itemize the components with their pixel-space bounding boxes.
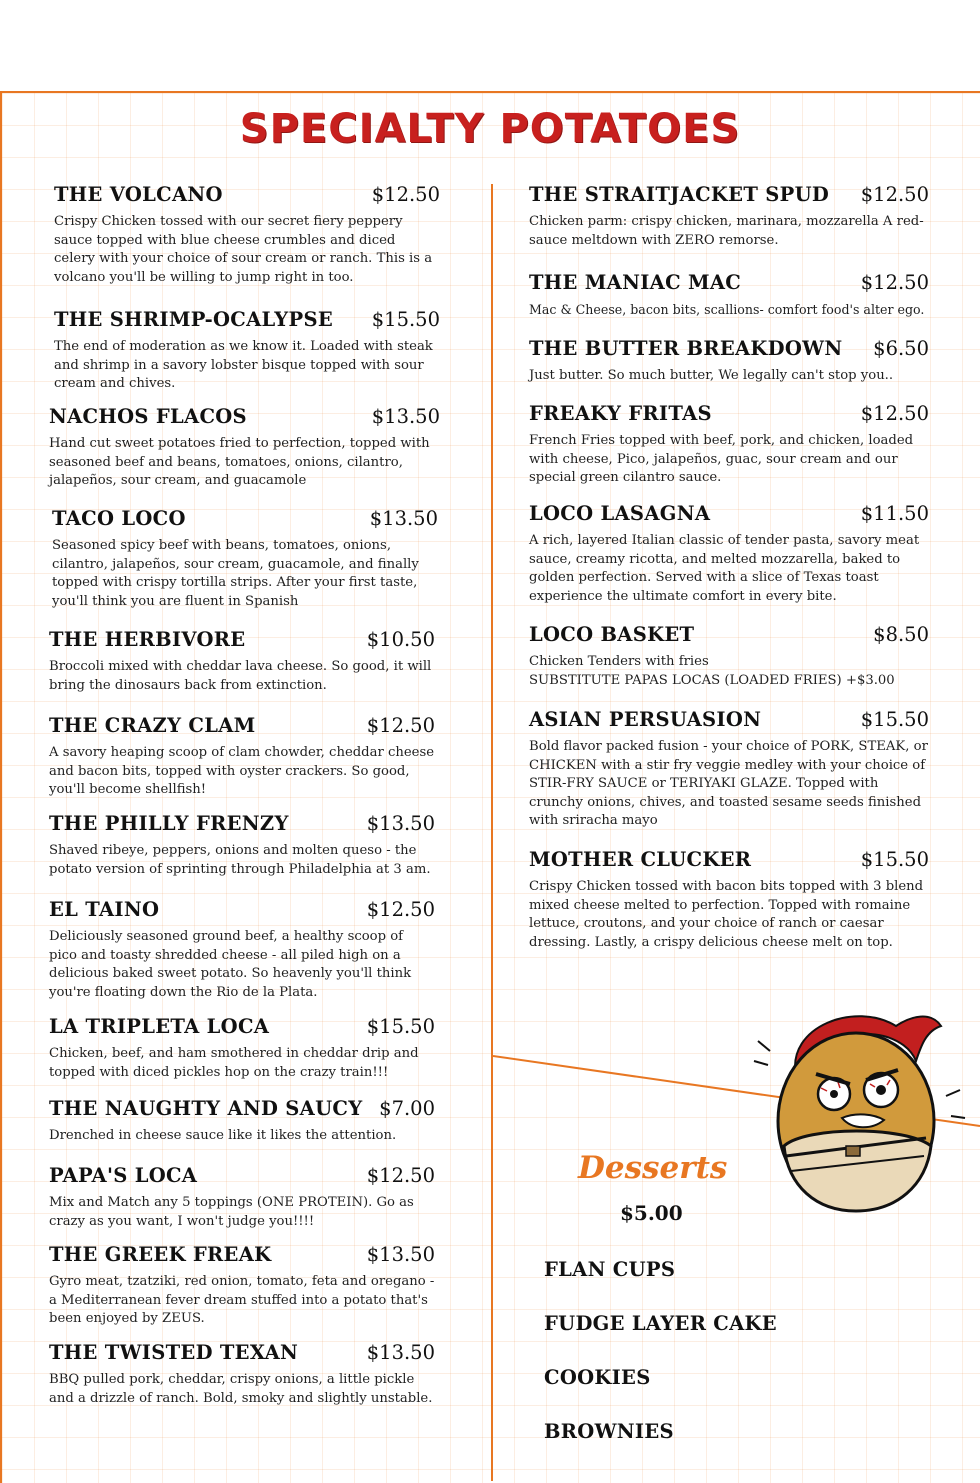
item-name: LOCO LASAGNA: [529, 502, 711, 525]
item-price: $8.50: [873, 623, 929, 646]
item-name: THE GREEK FREAK: [49, 1243, 272, 1266]
menu-item-loco-lasagna: [529, 502, 929, 606]
item-price: $12.50: [860, 271, 929, 294]
item-name: LOCO BASKET: [529, 623, 695, 646]
menu-item-the-straitjacket-spud: [529, 183, 929, 250]
item-description: A rich, layered Italian classic of tender pasta, savory meat sauce, creamy ricotta, and melted mozzarella, baked to golden perfection. Served with a slice of Texas toast experience the ultimate comfort in every bite.: [529, 533, 920, 604]
dessert-flan-cups: FLAN CUPS: [544, 1258, 676, 1281]
item-name: THE VOLCANO: [54, 183, 223, 206]
menu-item-the-herbivore: [49, 628, 435, 695]
menu-item-the-volcano: [54, 183, 440, 287]
item-name: THE TWISTED TEXAN: [49, 1341, 299, 1364]
item-substitute-note: SUBSTITUTE PAPAS LOCAS (LOADED FRIES) +$3.00: [529, 672, 895, 688]
column-divider: [491, 184, 493, 1481]
menu-item-the-maniac-mac: [529, 271, 929, 320]
item-name: EL TAINO: [49, 898, 160, 921]
item-description: Just butter. So much butter, We legally can't stop you..: [529, 368, 894, 383]
item-price: $11.50: [860, 502, 929, 525]
item-description: Broccoli mixed with cheddar lava cheese. So good, it will bring the dinosaurs back from extinction.: [49, 659, 432, 693]
desserts-title: Desserts: [578, 1150, 728, 1186]
item-price: $13.50: [366, 1243, 435, 1266]
item-description: Shaved ribeye, peppers, onions and molten queso - the potato version of sprinting through Philadelphia at 3 am.: [49, 843, 431, 877]
menu-item-asian-persuasion: [529, 708, 929, 831]
item-price: $12.50: [366, 898, 435, 921]
item-price: $12.50: [371, 183, 440, 206]
item-name: ASIAN PERSUASION: [529, 708, 762, 731]
item-price: $15.50: [860, 708, 929, 731]
item-description: Chicken Tenders with fries: [529, 654, 709, 669]
menu-item-the-greek-freak: [49, 1243, 435, 1329]
item-price: $15.50: [860, 848, 929, 871]
menu-item-the-butter-breakdown: [529, 337, 929, 386]
item-description: Crispy Chicken tossed with our secret fiery peppery sauce topped with blue cheese crumbles and diced celery with your choice of sour cream or ranch. This is a volcano you'll be willing to jump right in too.: [54, 214, 433, 285]
item-name: THE CRAZY CLAM: [49, 714, 256, 737]
item-name: LA TRIPLETA LOCA: [49, 1015, 270, 1038]
menu-item-la-tripleta-loca: [49, 1015, 435, 1082]
item-price: $12.50: [860, 402, 929, 425]
item-description: Seasoned spicy beef with beans, tomatoes, onions, cilantro, jalapeños, sour cream, guacamole, and finally topped with crispy tortilla strips. After your first taste, you'll think you are fluent in Spanish: [52, 538, 419, 609]
item-price: $12.50: [860, 183, 929, 206]
item-description: Drenched in cheese sauce like it likes the attention.: [49, 1128, 397, 1143]
item-name: NACHOS FLACOS: [49, 405, 247, 428]
item-price: $15.50: [371, 308, 440, 331]
item-price: $6.50: [873, 337, 929, 360]
item-description: Gyro meat, tzatziki, red onion, tomato, feta and oregano - a Mediterranean fever dream stuffed into a potato that's been enjoyed by ZEUS.: [49, 1274, 435, 1327]
item-description: Chicken, beef, and ham smothered in cheddar drip and topped with diced pickles hop on the crazy train!!!: [49, 1046, 419, 1080]
item-name: MOTHER CLUCKER: [529, 848, 752, 871]
item-price: $7.00: [379, 1097, 435, 1120]
item-price: $13.50: [371, 405, 440, 428]
menu-item-freaky-fritas: [529, 402, 929, 488]
menu-item-the-crazy-clam: [49, 714, 435, 800]
item-price: $13.50: [366, 1341, 435, 1364]
item-name: PAPA'S LOCA: [49, 1164, 198, 1187]
item-name: FREAKY FRITAS: [529, 402, 712, 425]
item-description: Mac & Cheese, bacon bits, scallions- comfort food's alter ego.: [529, 302, 925, 317]
menu-item-loco-basket: [529, 623, 929, 690]
menu-item-mother-clucker: [529, 848, 929, 952]
item-price: $12.50: [366, 714, 435, 737]
item-price: $13.50: [369, 507, 438, 530]
menu-item-the-naughty-and-saucy: [49, 1097, 435, 1146]
item-name: THE STRAITJACKET SPUD: [529, 183, 830, 206]
item-name: THE SHRIMP-OCALYPSE: [54, 308, 334, 331]
item-name: THE BUTTER BREAKDOWN: [529, 337, 843, 360]
menu-item-the-twisted-texan: [49, 1341, 435, 1408]
item-name: TACO LOCO: [52, 507, 186, 530]
menu-item-the-shrimp-ocalypse: [54, 308, 440, 394]
item-price: $13.50: [366, 812, 435, 835]
menu-item-nachos-flacos: [49, 405, 440, 491]
dessert-fudge-layer-cake: FUDGE LAYER CAKE: [544, 1312, 777, 1335]
item-description: BBQ pulled pork, cheddar, crispy onions, a little pickle and a drizzle of ranch. Bold, smoky and slightly unstable.: [49, 1372, 433, 1406]
menu-item-the-philly-frenzy: [49, 812, 435, 879]
item-description: Bold flavor packed fusion - your choice of PORK, STEAK, or CHICKEN with a stir fry veggie medley with your choice of STIR-FRY SAUCE or TERIYAKI GLAZE. Topped with crunchy onions, chives, and toasted sesame seeds finished with sriracha mayo: [529, 739, 928, 829]
dessert-cookies: COOKIES: [544, 1366, 651, 1389]
crazy-potato-in-straitjacket-icon: [746, 1006, 976, 1216]
item-price: $10.50: [366, 628, 435, 651]
menu-item-papas-loca: [49, 1164, 435, 1231]
menu-title: SPECIALTY POTATOES: [239, 106, 741, 152]
item-price: $15.50: [366, 1015, 435, 1038]
item-description: Mix and Match any 5 toppings (ONE PROTEIN). Go as crazy as you want, I won't judge you!!!!: [49, 1195, 414, 1229]
item-description: Chicken parm: crispy chicken, marinara, mozzarella A red-sauce meltdown with ZERO remorse.: [529, 214, 924, 248]
item-name: THE NAUGHTY AND SAUCY: [49, 1097, 363, 1120]
item-description: French Fries topped with beef, pork, and chicken, loaded with cheese, Pico, jalapeños, guac, sour cream and our special green cilantro sauce.: [529, 433, 914, 486]
menu-item-el-taino: [49, 898, 435, 1002]
item-name: THE PHILLY FRENZY: [49, 812, 289, 835]
dessert-brownies: BROWNIES: [544, 1420, 674, 1443]
item-name: THE HERBIVORE: [49, 628, 246, 651]
item-description: The end of moderation as we know it. Loaded with steak and shrimp in a savory lobster bisque topped with sour cream and chives.: [54, 339, 433, 392]
menu-item-taco-loco: [52, 507, 438, 611]
item-name: THE MANIAC MAC: [529, 271, 742, 294]
item-description: A savory heaping scoop of clam chowder, cheddar cheese and bacon bits, topped with oyster crackers. So good, you'll become shellfish!: [49, 745, 435, 798]
item-description: Deliciously seasoned ground beef, a healthy scoop of pico and toasty shredded cheese - all piled high on a delicious baked sweet potato. So heavenly you'll think you're floating down the Rio de la Plata.: [49, 929, 412, 1000]
item-description: Crispy Chicken tossed with bacon bits topped with 3 blend mixed cheese melted to perfection. Topped with romaine lettuce, croutons, and your choice of ranch or caesar dressing. Lastly, a crispy delicious cheese melt on top.: [529, 879, 924, 950]
item-price: $12.50: [366, 1164, 435, 1187]
item-description: Hand cut sweet potatoes fried to perfection, topped with seasoned beef and beans, tomatoes, onions, cilantro, jalapeños, sour cream, and guacamole: [49, 436, 430, 489]
desserts-price: $5.00: [620, 1201, 683, 1225]
